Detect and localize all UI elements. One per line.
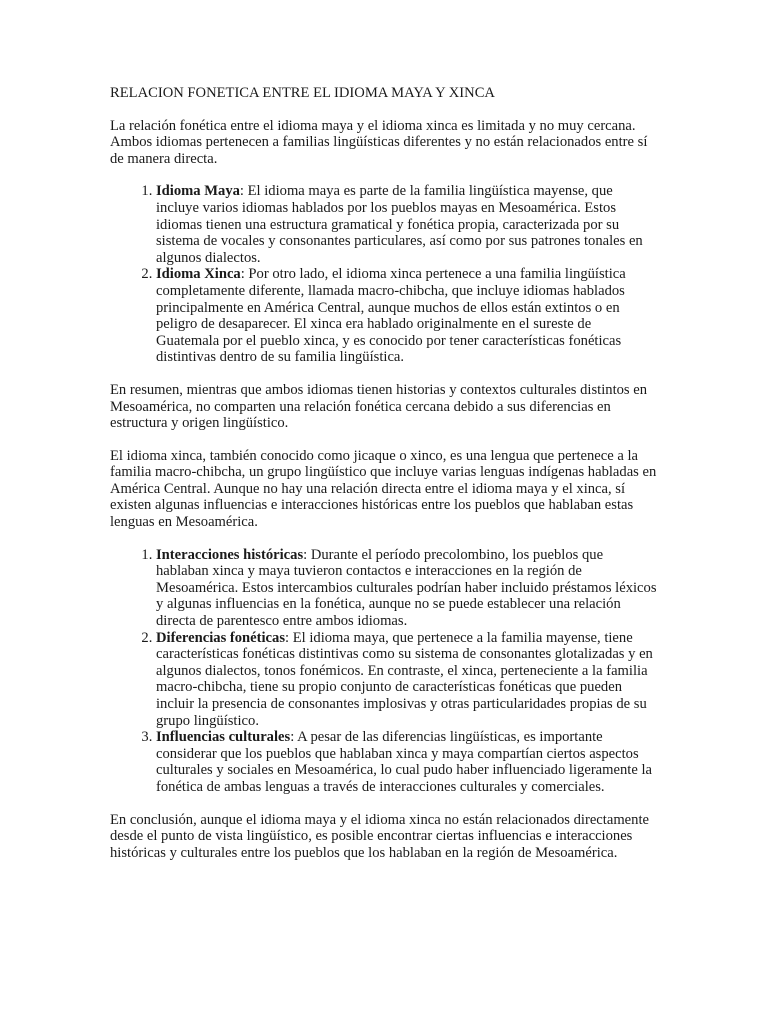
language-list [110,183,658,366]
list-item-xinca [156,266,658,366]
document-page [110,85,658,877]
list-item-term: Idioma Xinca [156,266,241,283]
influence-list [110,547,658,796]
list-item-interacciones [156,547,658,630]
list-item-text: : Por otro lado, el idioma xinca pertenece a una familia lingüística completamente diferente, llamada macro-chibcha, que incluye idiomas hablados principalmente en América Central, aunque muchos de ellos están extintos o en peligro de desaparecer. El xinca era hablado originalmente en el sureste de Guatemala por el pueblo xinca, y es conocido por tener características fonéticas distintivas dentro de su familia lingüística. [156,266,626,366]
list-item-influencias [156,729,658,795]
list-item-text: : El idioma maya es parte de la familia lingüística mayense, que incluye varios idiomas hablados por los pueblos mayas en Mesoamérica. Estos idiomas tienen una estructura gramatical y fonética propia, caracterizada por su sistema de vocales y consonantes particulares, así como por sus patrones tonales en algunos dialectos. [156,183,643,266]
xinca-paragraph: El idioma xinca, también conocido como jicaque o xinco, es una lengua que pertenece a la familia macro-chibcha, un grupo lingüístico que incluye varias lenguas indígenas habladas en América Central. Aunque no hay una relación directa entre el idioma maya y el xinca, sí existen algunas influencias e interacciones históricas entre los pueblos que hablaban estas lenguas en Mesoamérica. [110,447,657,531]
intro-paragraph: La relación fonética entre el idioma maya y el idioma xinca es limitada y no muy cercana. Ambos idiomas pertenecen a familias lingüísticas diferentes y no están relacionados entre sí de manera directa. [110,117,648,167]
list-item-term: Interacciones históricas [156,546,304,563]
list-item-text: : Durante el período precolombino, los pueblos que hablaban xinca y maya tuvieron contactos e interacciones en la región de Mesoamérica. Estos intercambios culturales podrían haber incluido préstamos léxicos y algunas influencias en la fonética, aunque no se puede establecer una relación directa de parentesco entre ambos idiomas. [156,546,657,630]
document-title: RELACION FONETICA ENTRE EL IDIOMA MAYA Y XINCA [110,85,495,101]
list-item-term: Influencias culturales [156,729,291,746]
conclusion-paragraph: En conclusión, aunque el idioma maya y el idioma xinca no están relacionados directamente desde el punto de vista lingüístico, es posible encontrar ciertas influencias e interacciones históricas y culturales entre los pueblos que los hablaban en la región de Mesoamérica. [110,811,649,861]
list-item-term: Idioma Maya [156,183,240,200]
list-item-term: Diferencias fonéticas [156,629,286,646]
list-item-maya [156,183,658,266]
list-item-text: : A pesar de las diferencias lingüísticas, es importante considerar que los pueblos que hablaban xinca y maya compartían ciertos aspectos culturales y sociales en Mesoamérica, lo cual pudo haber influenciado ligeramente la fonética de ambas lenguas a través de interacciones culturales y comerciales. [156,729,652,795]
list-item-text: : El idioma maya, que pertenece a la familia mayense, tiene características fonéticas distintivas como su sistema de consonantes glotalizadas y en algunos dialectos, tonos fonémicos. En contraste, el xinca, perteneciente a la familia macro-chibcha, tiene su propio conjunto de características fonéticas que pueden incluir la presencia de consonantes implosivas y otras particularidades propias de su grupo lingüístico. [156,629,653,729]
summary-paragraph: En resumen, mientras que ambos idiomas tienen historias y contextos culturales distintos en Mesoamérica, no comparten una relación fonética cercana debido a sus diferencias en estructura y origen lingüístico. [110,381,648,432]
list-item-diferencias [156,630,658,730]
